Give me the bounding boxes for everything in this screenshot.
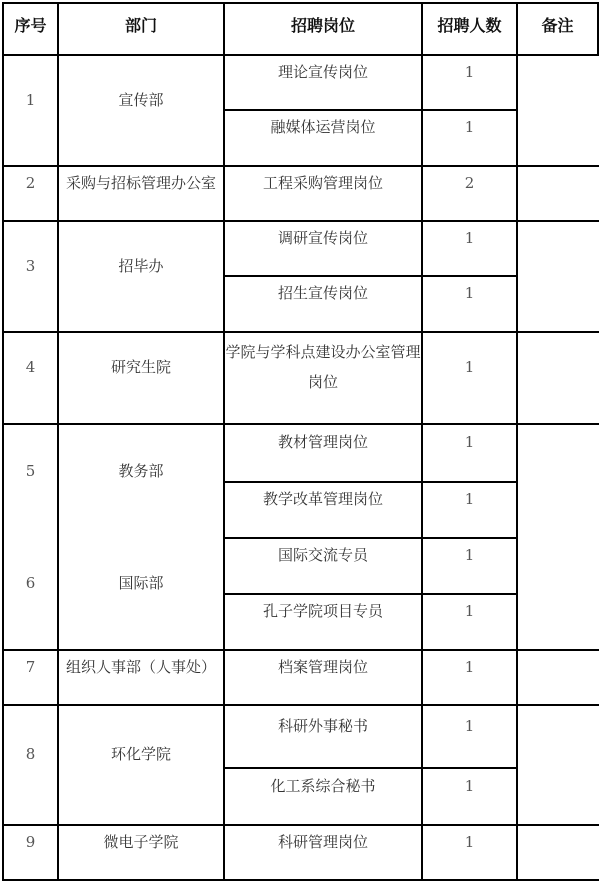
- note-cell: [518, 222, 599, 333]
- header-cell: 备注: [518, 4, 599, 56]
- dept-cell: 微电子学院: [59, 826, 225, 881]
- dept-cell: 研究生院: [59, 333, 225, 425]
- table-row: [4, 56, 599, 111]
- note-cell: [518, 425, 599, 539]
- position-cell: 教材管理岗位: [225, 425, 423, 483]
- count-cell: 1: [423, 706, 518, 769]
- note-cell: [518, 56, 599, 167]
- seq-cell: 4: [4, 333, 59, 425]
- position-cell: 化工系综合秘书: [225, 769, 423, 826]
- table-row: [4, 651, 599, 706]
- table-row: [4, 826, 599, 881]
- position-cell: 理论宣传岗位: [225, 56, 423, 111]
- position-cell: 科研管理岗位: [225, 826, 423, 881]
- count-cell: 1: [423, 222, 518, 277]
- count-cell: 1: [423, 826, 518, 881]
- seq-cell: 7: [4, 651, 59, 706]
- table-row: [4, 425, 599, 483]
- table-header: [4, 4, 599, 56]
- position-cell: 科研外事秘书: [225, 706, 423, 769]
- header-cell: 部门: [59, 4, 225, 56]
- position-cell: 调研宣传岗位: [225, 222, 423, 277]
- dept-cell: 招毕办: [59, 222, 225, 333]
- position-cell: 工程采购管理岗位: [225, 167, 423, 222]
- seq-cell: 6: [4, 539, 59, 651]
- table-row: [4, 706, 599, 769]
- dept-cell: 国际部: [59, 539, 225, 651]
- dept-cell: 宣传部: [59, 56, 225, 167]
- table-row: [4, 222, 599, 277]
- dept-cell: 采购与招标管理办公室: [59, 167, 225, 222]
- note-cell: [518, 539, 599, 651]
- dept-cell: 教务部: [59, 425, 225, 539]
- note-cell: [518, 706, 599, 826]
- count-cell: 1: [423, 483, 518, 539]
- note-cell: [518, 167, 599, 222]
- count-cell: 1: [423, 56, 518, 111]
- table-row: [4, 539, 599, 595]
- table-body: [4, 56, 599, 881]
- position-cell: 融媒体运营岗位: [225, 111, 423, 167]
- seq-cell: 1: [4, 56, 59, 167]
- count-cell: 1: [423, 769, 518, 826]
- position-cell: 档案管理岗位: [225, 651, 423, 706]
- recruitment-table: [2, 2, 599, 881]
- header-cell: 序号: [4, 4, 59, 56]
- seq-cell: 8: [4, 706, 59, 826]
- position-cell: 招生宣传岗位: [225, 277, 423, 333]
- count-cell: 1: [423, 595, 518, 651]
- note-cell: [518, 826, 599, 881]
- position-cell: 孔子学院项目专员: [225, 595, 423, 651]
- count-cell: 1: [423, 425, 518, 483]
- seq-cell: 5: [4, 425, 59, 539]
- position-cell: 国际交流专员: [225, 539, 423, 595]
- count-cell: 2: [423, 167, 518, 222]
- note-cell: [518, 333, 599, 425]
- position-cell: 教学改革管理岗位: [225, 483, 423, 539]
- dept-cell: 组织人事部（人事处）: [59, 651, 225, 706]
- note-cell: [518, 651, 599, 706]
- table-row: [4, 333, 599, 425]
- dept-cell: 环化学院: [59, 706, 225, 826]
- table-row: [4, 167, 599, 222]
- header-cell: 招聘人数: [423, 4, 518, 56]
- header-row: [4, 4, 599, 56]
- seq-cell: 3: [4, 222, 59, 333]
- count-cell: 1: [423, 111, 518, 167]
- position-cell: 学院与学科点建设办公室管理岗位: [225, 333, 423, 425]
- count-cell: 1: [423, 651, 518, 706]
- header-cell: 招聘岗位: [225, 4, 423, 56]
- count-cell: 1: [423, 539, 518, 595]
- count-cell: 1: [423, 333, 518, 425]
- seq-cell: 9: [4, 826, 59, 881]
- count-cell: 1: [423, 277, 518, 333]
- seq-cell: 2: [4, 167, 59, 222]
